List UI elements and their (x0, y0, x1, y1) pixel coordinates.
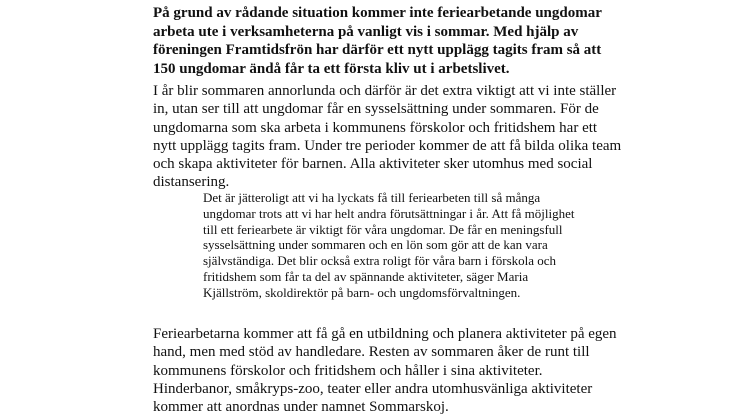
body-paragraph-1: I år blir sommaren annorlunda och därför är det extra viktigt att vi inte ställer in, utan ser till att ungdomar får en sysselsättning under sommaren. För de ungdomarna som ska arbeta i kommunens förskolor och fritidshem har ett nytt upplägg tagits fram. Under tre perioder kommer de att få bilda olika team och skapa aktiviteter för barnen. Alla aktiviteter sker utomhus med social distansering. (153, 83, 622, 191)
body-paragraph-2: Feriearbetarna kommer att få gå en utbildning och planera aktiviteter på egen hand, men med stöd av handledare. Resten av sommaren åker de runt till kommunens förskolor och fritidshem och håller i sina aktiviteter. Hinderbanor, småkryps-zoo, teater eller andra utomhusvänliga aktiviteter kommer att anordnas under namnet Sommarskoj. (153, 326, 617, 416)
quote-paragraph: Det är jätteroligt att vi ha lyckats få till feriearbeten till så många ungdomar trots att vi har helt andra förutsättningar i år. Att få möjlighet till ett feriearbete är viktigt för våra ungdomar. De får en meningsfull sysselsättning under sommaren och en lön som gör att de kan vara självständiga. Det blir också extra roligt för våra barn i förskola och fritidshem som får ta del av spännande aktiviteter, säger Maria Kjällström, skoldirektör på barn- och ungdomsförvaltningen. (203, 190, 575, 300)
lead-paragraph: På grund av rådande situation kommer inte feriearbetande ungdomar arbeta ute i verksamheterna på vanligt vis i sommar. Med hjälp av föreningen Framtidsfrön har därför ett nytt upplägg tagits fram så att 150 ungdomar ändå får ta ett första kliv ut i arbetslivet. (153, 5, 602, 77)
